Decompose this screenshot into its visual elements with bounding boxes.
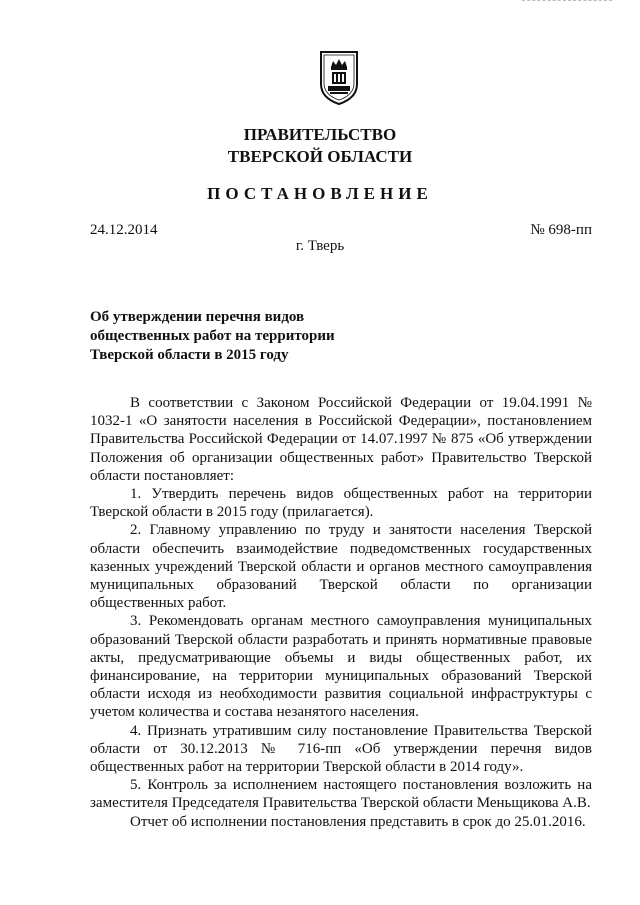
subject-line: общественных работ на территории — [90, 328, 335, 344]
document-date: 24.12.2014 — [90, 222, 158, 238]
organization-title-line: ТВЕРСКОЙ ОБЛАСТИ — [227, 147, 413, 166]
document-body — [90, 394, 592, 831]
document-subject — [90, 308, 335, 365]
clause-1: 1. Утвердить перечень видов общественных работ на территории Тверской области в 2015 году (прилагается). — [90, 486, 592, 521]
organization-title — [0, 124, 640, 168]
document-number: № 698-пп — [530, 222, 592, 238]
document-type: ПОСТАНОВЛЕНИЕ — [207, 184, 433, 203]
organization-title-line: ПРАВИТЕЛЬСТВО — [243, 125, 397, 144]
subject-line: Об утверждении перечня видов — [90, 309, 305, 325]
clause-3: 3. Рекомендовать органам местного самоуправления муниципальных образований Тверской области разработать и принять нормативные правовые акты, предусматривающие объемы и виды общественных работ, их финансирование, на территории муниципальных образований Тверской области исходя из необходимости развития социальной инфраструктуры с учетом количества и состава незанятого населения. — [90, 613, 592, 721]
subject-line: Тверской области в 2015 году — [90, 347, 289, 363]
report-paragraph: Отчет об исполнении постановления представить в срок до 25.01.2016. — [130, 813, 586, 830]
document-city: г. Тверь — [295, 238, 345, 254]
clause-2: 2. Главному управлению по труду и занятости населения Тверской области обеспечить взаимодействие подведомственных государственных казенных учреждений Тверской области и органов местного самоуправления муниципальных образований Тверской области по организации общественных работ. — [90, 522, 592, 612]
clause-4: 4. Признать утратившим силу постановление Правительства Тверской области от 30.12.2013 № 716-пп «Об утверждении перечня видов общественных работ на территории Тверской области в 2014 году». — [90, 722, 592, 776]
coat-of-arms-icon — [318, 50, 360, 106]
clause-5: 5. Контроль за исполнением настоящего постановления возложить на заместителя Председателя Правительства Тверской области Меньщикова А.В. — [90, 777, 592, 812]
preamble-paragraph: В соответствии с Законом Российской Федерации от 19.04.1991 № 1032-1 «О занятости населения в Российской Федерации», постановлением Правительства Российской Федерации от 14.07.1997 № 875 «Об утверждении Положения об организации общественных работ» Правительство Тверской области постановляет: — [90, 395, 592, 484]
scan-corner-mark — [522, 0, 612, 5]
